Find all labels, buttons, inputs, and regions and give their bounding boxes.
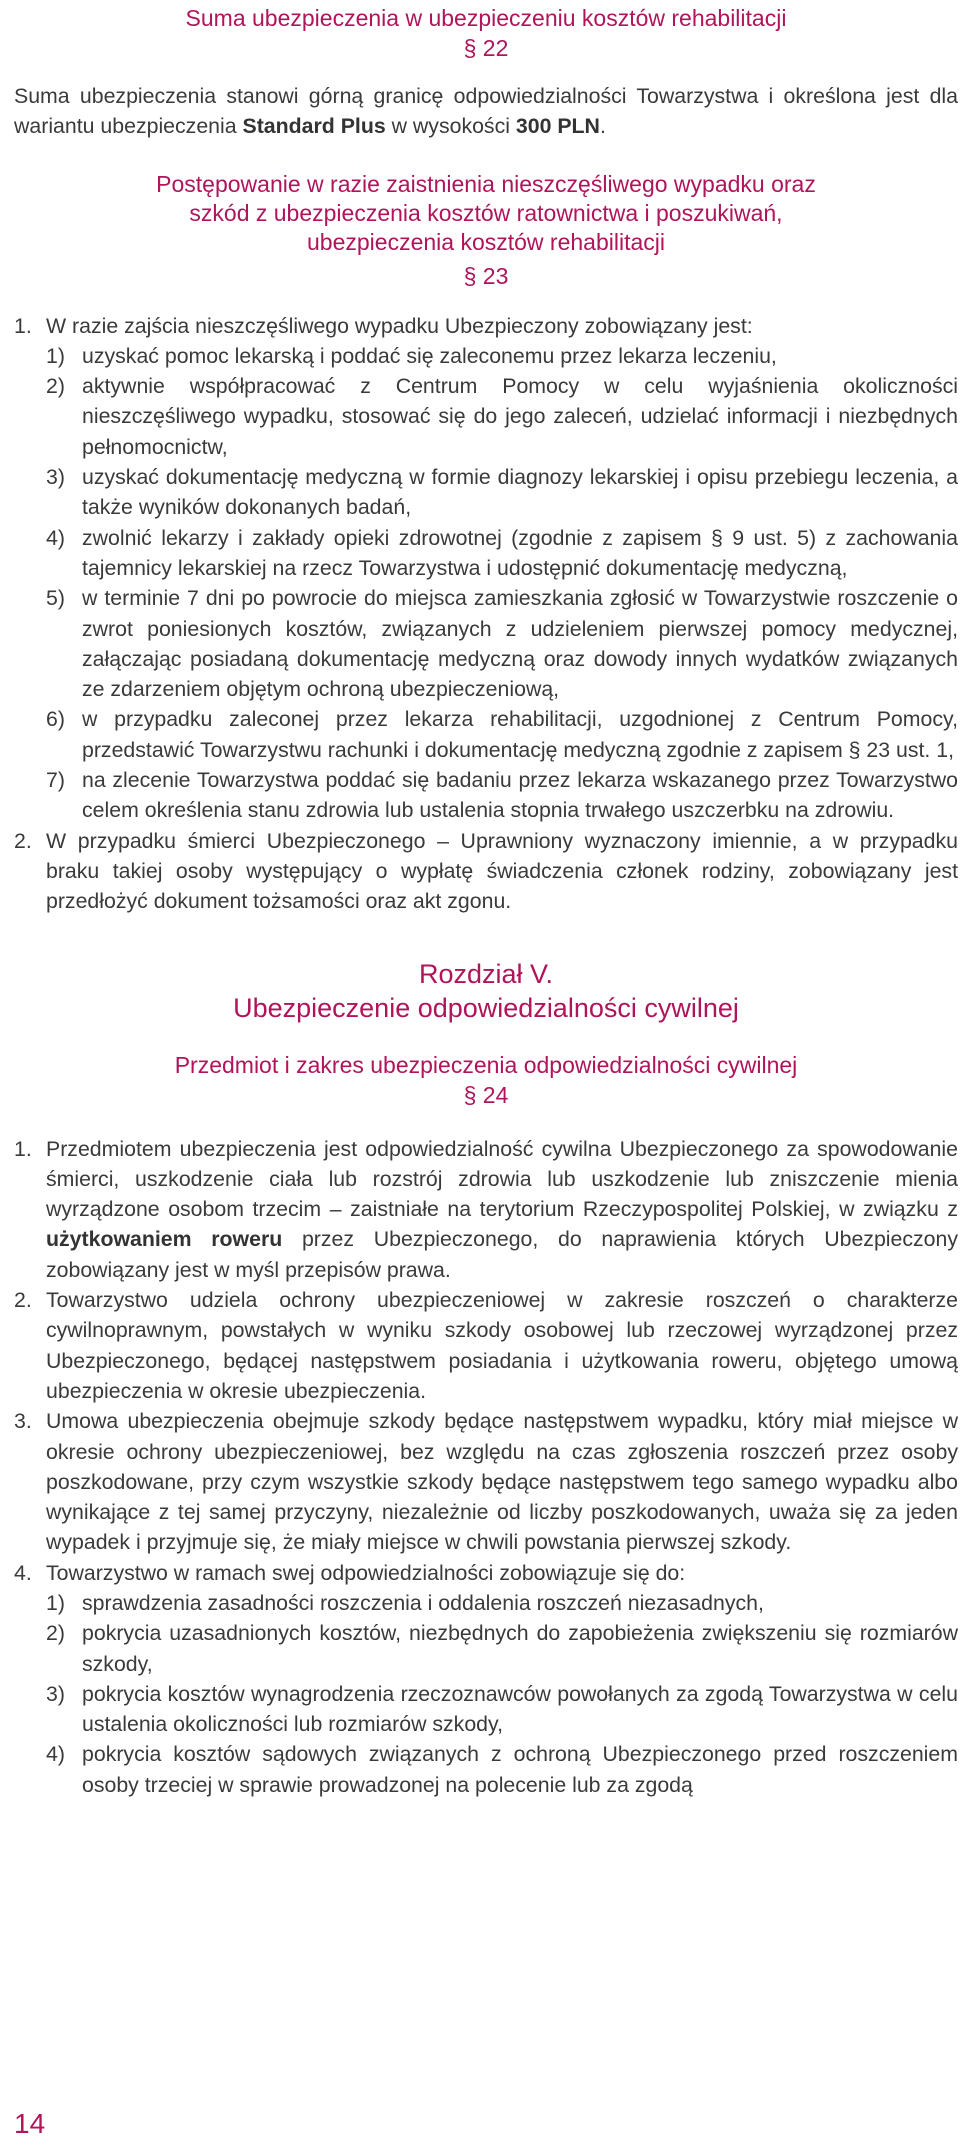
chapter-label: Rozdział V.	[418, 958, 554, 989]
list-item	[14, 1406, 958, 1557]
item-number: 2.	[14, 828, 32, 853]
sub-item-number: 2)	[46, 1621, 65, 1646]
section-24-header	[14, 1051, 958, 1110]
item-number: 4.	[14, 1560, 32, 1585]
section-23-list	[14, 311, 958, 917]
item-text: Towarzystwo w ramach swej odpowiedzialności zobowiązuje się do:	[46, 1560, 686, 1585]
page-content	[14, 4, 958, 1800]
text-span: w wysokości	[385, 114, 516, 139]
sub-item-text: sprawdzenia zasadności roszczenia i oddalenia roszczeń niezasadnych,	[82, 1590, 764, 1615]
sub-item-number: 7)	[46, 768, 65, 793]
list-item	[14, 1558, 958, 1588]
item-text: Towarzystwo udziela ochrony ubezpieczeniowej w zakresie roszczeń o charakterze cywilnoprawnym, powstałych w wyniku szkody osobowej lub rzeczowej wyrządzonej przez Ubezpieczonego, będącej następstwem posiadania i użytkowania roweru, objętego umową ubezpieczenia w okresie ubezpieczenia.	[46, 1288, 958, 1403]
sub-item-text: w przypadku zaleconej przez lekarza rehabilitacji, uzgodnionej z Centrum Pomocy, przedstawić Towarzystwu rachunki i dokumentację medyczną zgodnie z zapisem § 23 ust. 1,	[82, 707, 958, 762]
paragraph-mark: § 24	[463, 1081, 509, 1108]
sub-item	[14, 1739, 958, 1800]
section-title-line: szkód z ubezpieczenia kosztów ratownictwa i poszukiwań,	[189, 199, 783, 226]
sub-item	[14, 1679, 958, 1740]
sub-item	[14, 583, 958, 704]
sub-item	[14, 523, 958, 584]
sub-item-text: w terminie 7 dni po powrocie do miejsca zamieszkania zgłosić w Towarzystwie roszczenie o zwrot poniesionych kosztów, związanych z udzieleniem pierwszej pomocy medycznej, załączając posiadaną dokumentację medyczną oraz dowody innych wydatków związanych ze zdarzeniem objętym ochroną ubezpieczeniową,	[82, 586, 958, 702]
item-number: 1.	[14, 1136, 32, 1161]
list-item	[14, 311, 958, 341]
item-number: 3.	[14, 1409, 32, 1434]
text-span: przez Ubezpieczonego, do naprawienia których Ubezpieczony zobowiązany jest w myśl przepisów prawa.	[46, 1227, 958, 1282]
list-item	[14, 826, 958, 917]
sub-item-text: pokrycia kosztów sądowych związanych z ochroną Ubezpieczonego przed roszczeniem osoby trzeciej w sprawie prowadzonej na polecenie lub za zgodą	[82, 1742, 958, 1797]
item-text	[46, 1134, 958, 1285]
text-span: Suma ubezpieczenia stanowi górną granicę odpowiedzialności Towarzystwa i określona jest dla wariantu ubezpieczenia	[14, 84, 958, 139]
sub-item-text: pokrycia uzasadnionych kosztów, niezbędnych do zapobieżenia zwiększeniu się rozmiarów szkody,	[82, 1621, 958, 1676]
text-span: .	[599, 114, 606, 139]
item-text: W razie zajścia nieszczęśliwego wypadku Ubezpieczony zobowiązany jest:	[46, 313, 753, 338]
section-22-header	[14, 4, 958, 63]
section-title-line: Postępowanie w razie zaistnienia nieszczęśliwego wypadku oraz	[156, 170, 816, 197]
chapter-header	[14, 957, 958, 1025]
section-title: Przedmiot i zakres ubezpieczenia odpowiedzialności cywilnej	[174, 1051, 798, 1078]
item-number: 1.	[14, 313, 32, 338]
paragraph-mark: § 23	[463, 262, 509, 289]
section-24-list	[14, 1134, 958, 1801]
sub-item-number: 3)	[46, 1681, 65, 1706]
paragraph-mark: § 22	[463, 35, 509, 61]
sub-item-number: 1)	[46, 1590, 65, 1615]
section-title-line: ubezpieczenia kosztów rehabilitacji	[307, 228, 665, 255]
bold-text: 300 PLN	[515, 114, 600, 139]
sub-item	[14, 1588, 958, 1618]
sub-item-number: 6)	[46, 707, 65, 732]
item-number: 2.	[14, 1288, 32, 1313]
list-item	[14, 1134, 958, 1285]
sub-item-number: 2)	[46, 374, 65, 399]
page-number: 14	[14, 2108, 46, 2139]
sub-item-number: 1)	[46, 343, 65, 368]
sub-item	[14, 765, 958, 826]
section-23-header	[14, 170, 958, 291]
sub-item-number: 4)	[46, 525, 65, 550]
text-span: Przedmiotem ubezpieczenia jest odpowiedzialność cywilna Ubezpieczonego za spowodowanie śmierci, uszkodzenie ciała lub rozstrój zdrowia lub uszkodzenie lub zniszczenie mienia wyrządzone osobom trzecim – zaistniałe na terytorium Rzeczypospolitej Polskiej, w związku z	[46, 1136, 958, 1222]
item-text: W przypadku śmierci Ubezpieczonego – Uprawniony wyznaczony imiennie, a w przypadku braku takiej osoby występujący o wypłatę świadczenia członek rodziny, zobowiązany jest przedłożyć dokument tożsamości oraz akt zgonu.	[46, 828, 958, 914]
bold-text: Standard Plus	[242, 114, 386, 139]
bold-text: użytkowaniem roweru	[46, 1227, 283, 1252]
sub-item-text: aktywnie współpracować z Centrum Pomocy w celu wyjaśnienia okoliczności nieszczęśliwego wypadku, stosować się do jego zaleceń, udzielać informacji i niezbędnych pełnomocnictw,	[82, 374, 958, 459]
sub-item-text: na zlecenie Towarzystwa poddać się badaniu przez lekarza wskazanego przez Towarzystwo celem określenia stanu zdrowia lub ustalenia stopnia trwałego uszczerbku na zdrowiu.	[82, 768, 958, 823]
sub-item-text: pokrycia kosztów wynagrodzenia rzeczoznawców powołanych za zgodą Towarzystwa w celu ustalenia okoliczności lub rozmiarów szkody,	[82, 1681, 958, 1737]
section-title: Suma ubezpieczenia w ubezpieczeniu kosztów rehabilitacji	[185, 5, 787, 31]
chapter-title: Ubezpieczenie odpowiedzialności cywilnej	[233, 992, 739, 1023]
sub-item-text: uzyskać dokumentację medyczną w formie diagnozy lekarskiej i opisu przebiegu leczenia, a także wyników dokonanych badań,	[82, 465, 958, 520]
sub-item	[14, 462, 958, 523]
sub-item-text: zwolnić lekarzy i zakłady opieki zdrowotnej (zgodnie z zapisem § 9 ust. 5) z zachowania tajemnicy lekarskiej na rzecz Towarzystwa i udostępnić dokumentację medyczną,	[82, 525, 958, 580]
list-item	[14, 1285, 958, 1406]
sub-item	[14, 704, 958, 765]
sub-item	[14, 371, 958, 462]
sub-item	[14, 341, 958, 371]
sub-item-number: 3)	[46, 465, 65, 490]
item-text: Umowa ubezpieczenia obejmuje szkody będące następstwem wypadku, który miał miejsce w okresie ochrony ubezpieczeniowej, bez względu na czas zgłoszenia roszczeń przez osoby poszkodowane, przy czym wszystkie szkody będące następstwem tego samego wypadku albo wynikające z tej samej przyczyny, niezależnie od liczby poszkodowanych, uważa się za jeden wypadek i przyjmuje się, że miały miejsce w chwili powstania pierwszej szkody.	[46, 1409, 958, 1555]
section-22-text	[14, 81, 958, 142]
sub-item-number: 5)	[46, 586, 65, 611]
sub-item-text: uzyskać pomoc lekarską i poddać się zaleconemu przez lekarza leczeniu,	[82, 343, 777, 368]
sub-item	[14, 1618, 958, 1679]
sub-item-number: 4)	[46, 1742, 65, 1767]
